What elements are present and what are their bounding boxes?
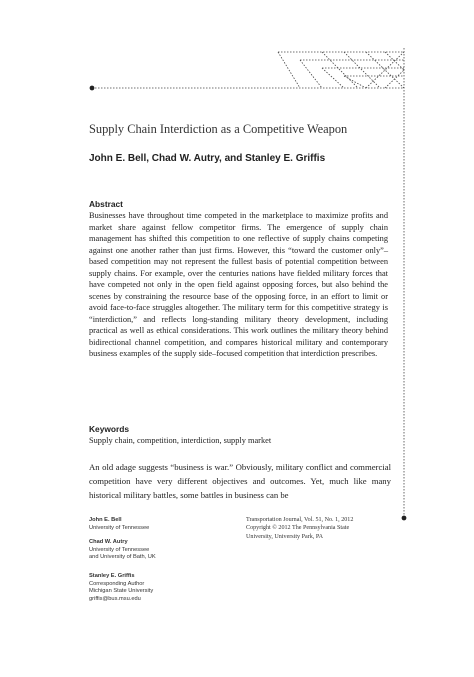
affiliation-author-2: [89, 539, 156, 562]
journal-citation: [246, 516, 406, 541]
affiliation-author-3: [89, 573, 153, 603]
article-authors: John E. Bell, Chad W. Autry, and Stanley E. Griffis: [89, 153, 326, 164]
affiliation-line: University of Tennessee: [89, 524, 150, 531]
affiliation-name: John E. Bell: [89, 517, 122, 523]
introduction-paragraph: An old adage suggests “business is war.” Obviously, military conflict and commercial competition have very different objectives and outcomes. Yet, much like many historical military battles, some battles in business can be: [89, 462, 391, 500]
keywords-text: Supply chain, competition, interdiction, supply market: [89, 436, 272, 445]
abstract-heading: Abstract: [89, 199, 123, 209]
author-email-link[interactable]: griffis@bus.msu.edu: [89, 595, 141, 602]
affiliation-line: University of Tennessee: [89, 546, 150, 553]
article-title: Supply Chain Interdiction as a Competitive Weapon: [89, 122, 348, 136]
frame-dot-left: [90, 86, 95, 91]
journal-line: University, University Park, PA: [246, 533, 324, 540]
affiliation-line: Corresponding Author: [89, 580, 145, 587]
affiliation-line: Michigan State University: [89, 588, 154, 594]
abstract-text: Businesses have throughout time competed in the marketplace to maximize profits and market share against fellow competitor firms. The emergence of supply chain management has shifted this competition to one reflective of supply chains competing against one another rather than just firms. However, this “toward the customer only”–based competition may not represent the fullest basis of potential competition between supply chains. For example, over the centuries nations have fielded military forces that have competed not only in the open field against opposing forces, but also behind the scenes by constraining the resource base of the opposing force, in an effort to limit or avoid face-to-face struggles altogether. The military term for this competitive strategy is “interdiction,” and reflects long-standing military theory development, including practical as well as ethical considerations. This work outlines the military theory behind bidirectional channel competition, and compares historical military and contemporary business examples of the supply side–focused competition that interdiction prescribes.: [89, 211, 388, 358]
keywords-heading: Keywords: [89, 424, 130, 434]
journal-line: Copyright © 2012 The Pennsylvania State: [246, 525, 350, 532]
affiliation-line: and University of Bath, UK: [89, 554, 156, 560]
affiliation-name: Chad W. Autry: [89, 539, 128, 545]
affiliation-author-1: [89, 517, 149, 532]
journal-line: Transportation Journal, Vol. 51, No. 1, 2012: [246, 517, 354, 523]
affiliation-name: Stanley E. Griffis: [89, 573, 135, 579]
